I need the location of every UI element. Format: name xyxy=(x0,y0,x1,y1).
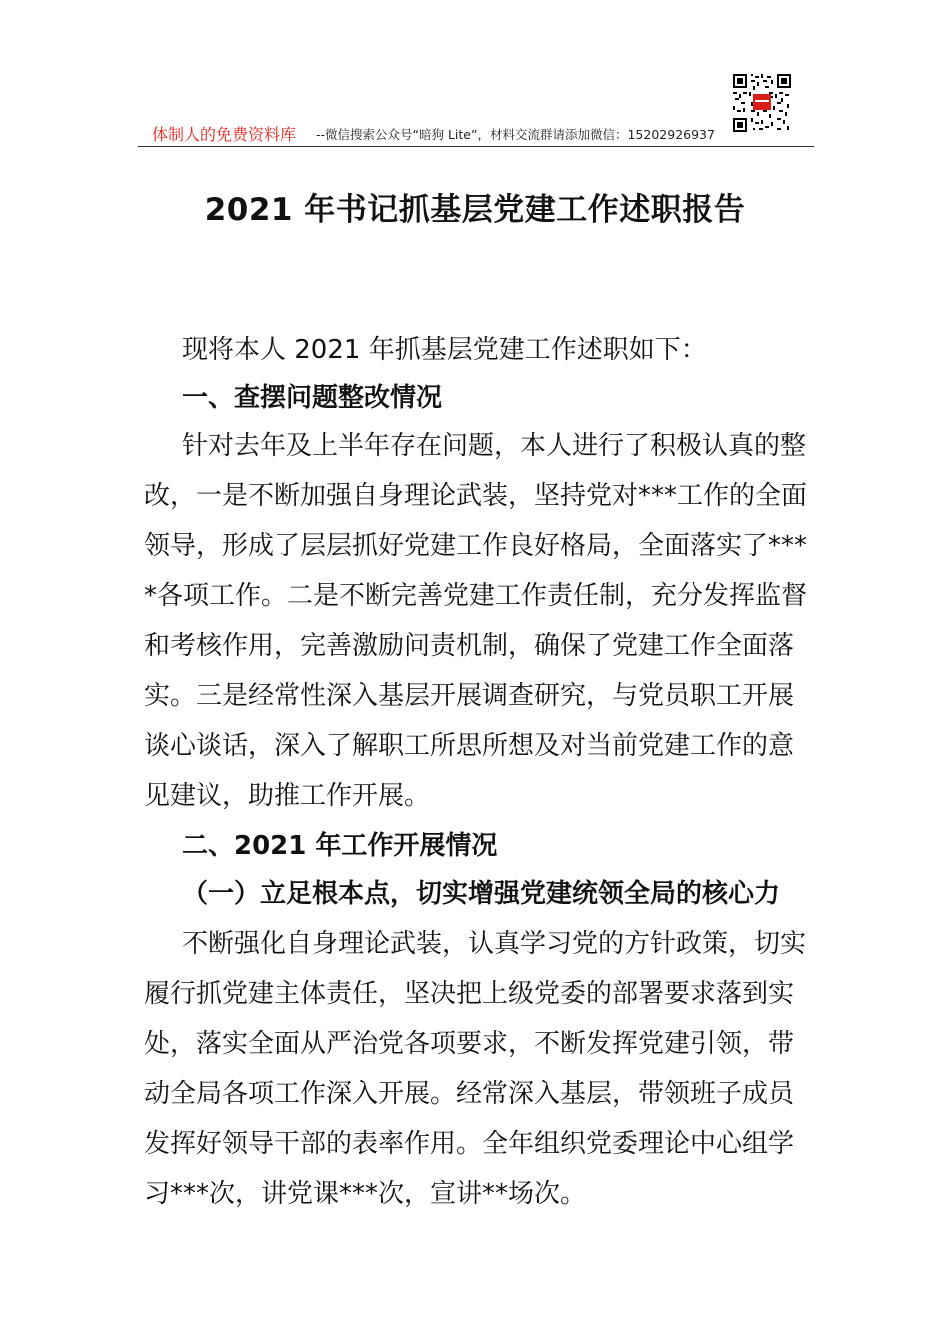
body-line: 处，落实全面从严治党各项要求，不断发挥党建引领，带 xyxy=(144,1029,795,1059)
body-line: 改，一是不断加强自身理论武装，坚持党对***工作的全面 xyxy=(144,481,808,511)
body-line: 习***次，讲党课***次，宣讲**场次。 xyxy=(144,1179,587,1209)
body-line: 动全局各项工作深入开展。经常深入基层，带领班子成员 xyxy=(144,1079,795,1109)
header-note: --微信搜索公众号“暗狗 Lite”，材料交流群请添加微信：15202926937 xyxy=(316,127,715,142)
header-brand: 体制人的免费资料库 xyxy=(152,125,297,144)
page-header xyxy=(138,118,814,147)
qr-code-icon xyxy=(733,74,791,132)
body-line: 不断强化自身理论武装，认真学习党的方针政策，切实 xyxy=(182,929,807,959)
body-line: 见建议，助推工作开展。 xyxy=(144,781,431,811)
subsection-heading-1: （一）立足根本点，切实增强党建统领全局的核心力 xyxy=(182,879,781,909)
section-heading-1: 一、查摆问题整改情况 xyxy=(182,383,443,413)
document-title: 2021 年书记抓基层党建工作述职报告 xyxy=(204,192,746,228)
body-line: *各项工作。二是不断完善党建工作责任制，充分发挥监督 xyxy=(144,581,808,611)
intro-line: 现将本人 2021 年抓基层党建工作述职如下： xyxy=(182,335,707,365)
body-line: 实。三是经常性深入基层开展调查研究，与党员职工开展 xyxy=(144,681,795,711)
body-line: 谈心谈话，深入了解职工所思所想及对当前党建工作的意 xyxy=(144,731,795,761)
body-line: 履行抓党建主体责任，坚决把上级党委的部署要求落到实 xyxy=(144,979,795,1009)
body-line: 针对去年及上半年存在问题，本人进行了积极认真的整 xyxy=(182,431,807,461)
body-line: 发挥好领导干部的表率作用。全年组织党委理论中心组学 xyxy=(144,1129,795,1159)
section-heading-2: 二、2021 年工作开展情况 xyxy=(182,831,498,861)
body-line: 领导，形成了层层抓好党建工作良好格局，全面落实了*** xyxy=(144,531,808,561)
body-line: 和考核作用，完善激励问责机制，确保了党建工作全面落 xyxy=(144,631,795,661)
